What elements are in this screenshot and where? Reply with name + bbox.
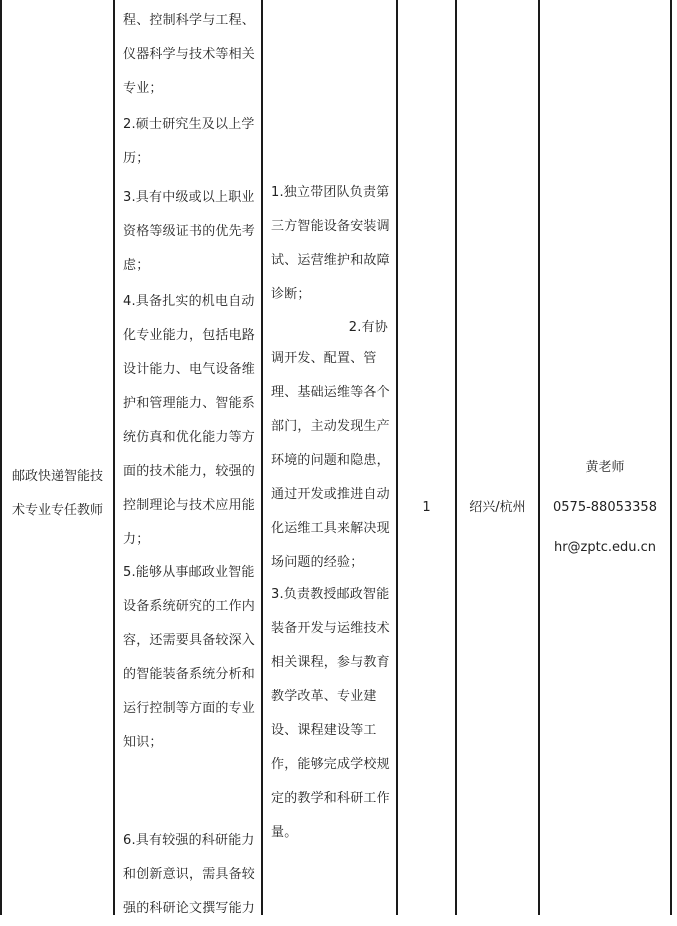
location-cell (457, 0, 538, 915)
duties-cell (263, 0, 396, 915)
requirement-item-1: 程、控制科学与工程、 仪器科学与技术等相关 专业； (123, 13, 256, 96)
requirement-item-3: 3.具有中级或以上职业 资格等级证书的优先考 虑； (123, 190, 256, 273)
requirements-cell (115, 0, 261, 915)
requirement-item-5: 5.能够从事邮政业智能 设备系统研究的工作内 容，还需要具备较深入 的智能装备系统分析和 运行控制等方面的专业 知识； (123, 565, 256, 750)
contact-cell (540, 0, 670, 915)
table-border-right (670, 0, 672, 915)
duty-item-2-start: 2.有协 (348, 320, 388, 335)
contact-name: 黄老师 (585, 460, 625, 475)
contact-email[interactable]: hr@zptc.edu.cn (553, 540, 657, 555)
duty-item-1: 1.独立带团队负责第 三方智能设备安装调 试、运营维护和故障 诊断； (271, 185, 390, 302)
headcount: 1 (422, 500, 431, 515)
requirement-item-6: 6.具有较强的科研能力 和创新意识，需具备较 强的科研论文撰写能力 (123, 833, 256, 916)
position-title: 邮政快递智能技 术专业专任教师 (11, 469, 103, 518)
work-location: 绍兴/杭州 (469, 500, 526, 515)
duty-item-2: 调开发、配置、管 理、基础运维等各个 部门，主动发现生产 环境的问题和隐患， 通过开发或推进自动 化运维工具来解决现 场问题的经验； (271, 351, 390, 570)
count-cell (398, 0, 455, 915)
requirement-item-2: 2.硕士研究生及以上学 历； (123, 117, 255, 166)
contact-phone: 0575-88053358 (553, 500, 657, 515)
requirement-item-4: 4.具备扎实的机电自动 化专业能力，包括电路 设计能力、电气设备维 护和管理能力、智能系 统仿真和优化能力等方 面的技术能力，较强的 控制理论与技术应用能 力； (123, 294, 256, 547)
position-cell (2, 0, 113, 915)
duty-item-3: 3.负责教授邮政智能 装备开发与运维技术 相关课程，参与教育 教学改革、专业建 设、课程建设等工 作，能够完成学校规 定的教学和科研工作 量。 (271, 587, 390, 840)
